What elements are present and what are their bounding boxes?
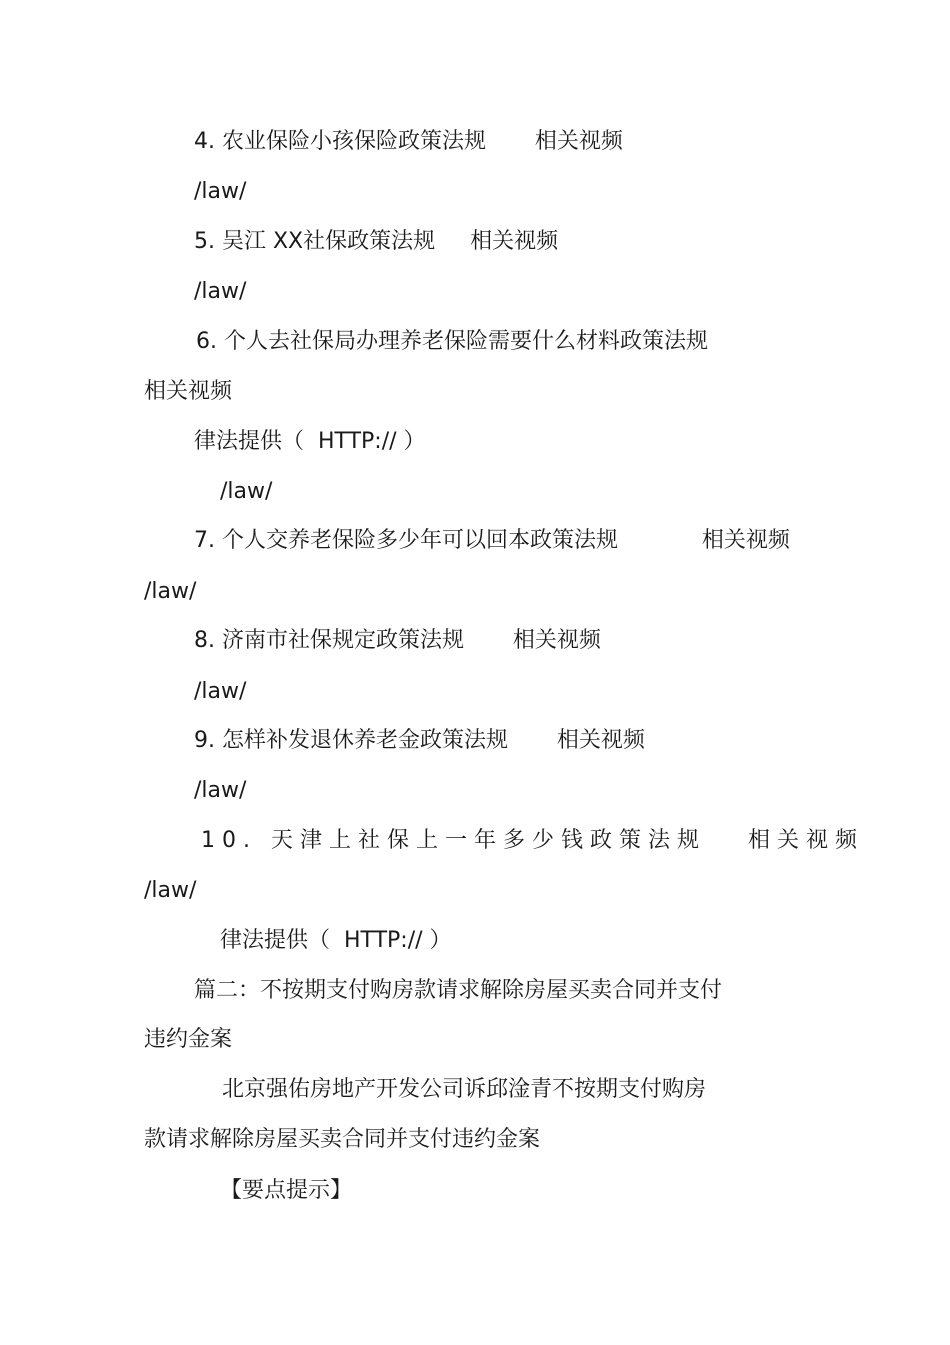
item-9-title: 9. 怎样补发退休养老金政策法规 相关视频 [194,728,645,753]
item-7-link: /law/ [144,579,197,604]
item-9-link: /law/ [194,778,247,803]
item-5-link: /law/ [194,279,247,304]
source-note-2: 律法提供（ HTTP:// ） [220,928,452,953]
item-4-link: /law/ [194,179,247,204]
key-points-heading: 【要点提示】 [220,1178,353,1203]
item-10-link: /law/ [144,878,197,903]
item-6-related: 相关视频 [144,379,233,404]
section-heading-cont: 违约金案 [144,1027,233,1052]
item-5-title: 5. 吴江 XX社保政策法规 相关视频 [194,229,559,254]
item-7-title: 7. 个人交养老保险多少年可以回本政策法规 相关视频 [194,528,790,553]
item-8-title: 8. 济南市社保规定政策法规 相关视频 [194,628,601,653]
item-6-link: /law/ [220,479,273,504]
case-title: 北京强佑房地产开发公司诉邱淦青不按期支付购房 [222,1077,707,1102]
item-8-link: /law/ [194,679,247,704]
case-title-cont: 款请求解除房屋买卖合同并支付违约金案 [144,1127,541,1152]
item-6-title: 6. 个人去社保局办理养老保险需要什么材料政策法规 [196,329,708,354]
source-note-1: 律法提供（ HTTP:// ） [194,429,426,454]
item-10-title: 10. 天津上社保上一年多少钱政策法规 相关视频 [201,828,864,853]
section-heading: 篇二：不按期支付购房款请求解除房屋买卖合同并支付 [194,978,723,1003]
item-4-title: 4. 农业保险小孩保险政策法规 相关视频 [194,129,623,154]
